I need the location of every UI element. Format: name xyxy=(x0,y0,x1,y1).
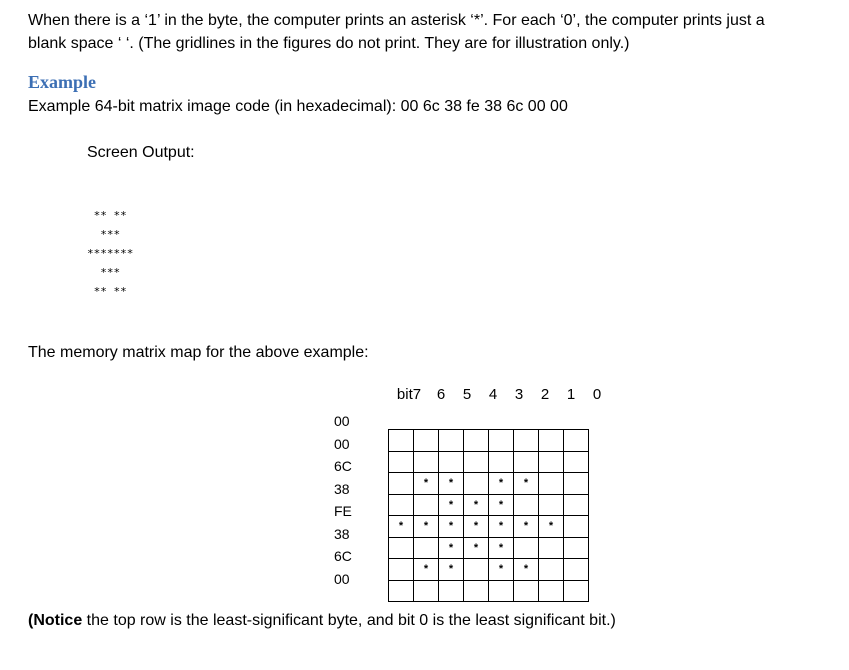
grid-cell xyxy=(489,580,514,602)
row-hex-labels xyxy=(334,410,364,590)
grid-cell xyxy=(514,494,539,516)
grid-row xyxy=(389,451,589,473)
intro-line-2: blank space ‘ ‘. (The gridlines in the figures do not print. They are for illustration only.) xyxy=(28,35,630,52)
notice-bold: (Notice xyxy=(28,612,83,629)
grid-cell xyxy=(539,473,564,495)
row-hex-label: FE xyxy=(334,503,352,519)
grid-cell xyxy=(539,537,564,559)
bit-header-label: bit7 xyxy=(396,386,422,403)
bit-header-label: 6 xyxy=(436,386,446,403)
screen-output-line: *** xyxy=(87,266,121,279)
grid-cell: * xyxy=(414,516,439,538)
screen-output-label: Screen Output: xyxy=(87,144,195,161)
grid-cell xyxy=(389,473,414,495)
grid-cell xyxy=(539,559,564,581)
grid-cell xyxy=(564,430,589,452)
grid-cell: * xyxy=(489,516,514,538)
grid-cell xyxy=(464,451,489,473)
grid-cell xyxy=(389,580,414,602)
intro-line-1: When there is a ‘1’ in the byte, the computer prints an asterisk ‘*’. For each ‘0’, the computer prints just a xyxy=(28,12,765,29)
screen-output-line: ** ** xyxy=(87,285,127,298)
notice-text xyxy=(28,610,616,632)
grid-cell xyxy=(464,430,489,452)
screen-output-line: ** ** xyxy=(87,209,127,222)
grid-cell xyxy=(439,580,464,602)
grid-cell xyxy=(414,580,439,602)
grid-cell: * xyxy=(489,559,514,581)
grid-cell xyxy=(564,516,589,538)
notice-rest: the top row is the least-significant byte, and bit 0 is the least significant bit.) xyxy=(82,612,616,629)
memory-map-label: The memory matrix map for the above example: xyxy=(28,344,369,361)
grid-row xyxy=(389,559,589,581)
grid-cell: * xyxy=(539,516,564,538)
grid-cell xyxy=(539,494,564,516)
grid-cell xyxy=(439,451,464,473)
grid-cell xyxy=(539,580,564,602)
grid-cell xyxy=(414,537,439,559)
grid-cell: * xyxy=(464,494,489,516)
screen-output xyxy=(87,206,133,301)
row-hex-label: 6C xyxy=(334,548,352,564)
grid-cell xyxy=(389,494,414,516)
grid-cell xyxy=(389,451,414,473)
bit-header-label: 5 xyxy=(462,386,472,403)
grid-cell xyxy=(514,451,539,473)
grid-cell xyxy=(564,559,589,581)
row-hex-label: 00 xyxy=(334,435,350,452)
grid-cell xyxy=(489,451,514,473)
bit-header-label: 3 xyxy=(514,386,524,403)
grid-cell xyxy=(414,451,439,473)
grid-row xyxy=(389,430,589,452)
screen-output-line: ******* xyxy=(87,247,134,260)
grid-cell: * xyxy=(389,516,414,538)
grid-cell xyxy=(489,430,514,452)
row-hex-label: 38 xyxy=(334,525,350,542)
row-hex-label: 38 xyxy=(334,480,350,497)
bit-header-label: 4 xyxy=(488,386,498,403)
grid-cell: * xyxy=(514,473,539,495)
example-heading: Example xyxy=(28,72,97,92)
memory-matrix-grid xyxy=(388,429,589,602)
grid-cell: * xyxy=(439,494,464,516)
grid-cell xyxy=(439,430,464,452)
grid-cell: * xyxy=(439,559,464,581)
grid-cell xyxy=(389,537,414,559)
grid-cell: * xyxy=(414,559,439,581)
grid-cell xyxy=(564,494,589,516)
grid-cell: * xyxy=(439,473,464,495)
grid-cell xyxy=(539,430,564,452)
grid-cell xyxy=(464,580,489,602)
grid-cell xyxy=(464,559,489,581)
grid-cell: * xyxy=(414,473,439,495)
grid-row xyxy=(389,494,589,516)
grid-cell xyxy=(564,451,589,473)
grid-cell: * xyxy=(514,559,539,581)
bit-header-label: 0 xyxy=(592,386,602,403)
grid-cell: * xyxy=(489,494,514,516)
bit-header xyxy=(390,385,610,405)
grid-cell xyxy=(564,473,589,495)
screen-output-line: *** xyxy=(87,228,121,241)
grid-cell xyxy=(514,537,539,559)
grid-row xyxy=(389,516,589,538)
row-hex-label: 00 xyxy=(334,570,350,587)
grid-cell xyxy=(389,559,414,581)
grid-cell: * xyxy=(439,516,464,538)
grid-cell xyxy=(414,430,439,452)
grid-cell xyxy=(414,494,439,516)
grid-cell xyxy=(564,537,589,559)
grid-cell: * xyxy=(514,516,539,538)
grid-cell xyxy=(539,451,564,473)
grid-cell: * xyxy=(489,473,514,495)
row-hex-label: 00 xyxy=(334,413,350,429)
grid-cell xyxy=(464,473,489,495)
grid-cell xyxy=(514,580,539,602)
grid-row xyxy=(389,537,589,559)
bit-header-label: 1 xyxy=(566,386,576,403)
example-code-line: Example 64-bit matrix image code (in hexadecimal): 00 6c 38 fe 38 6c 00 00 xyxy=(28,98,568,115)
bit-header-label: 2 xyxy=(540,386,550,403)
grid-row xyxy=(389,473,589,495)
grid-cell: * xyxy=(464,516,489,538)
grid-cell xyxy=(564,580,589,602)
grid-cell xyxy=(389,430,414,452)
row-hex-label: 6C xyxy=(334,458,352,474)
grid-cell: * xyxy=(439,537,464,559)
grid-cell xyxy=(514,430,539,452)
grid-cell: * xyxy=(489,537,514,559)
grid-cell: * xyxy=(464,537,489,559)
grid-row xyxy=(389,580,589,602)
